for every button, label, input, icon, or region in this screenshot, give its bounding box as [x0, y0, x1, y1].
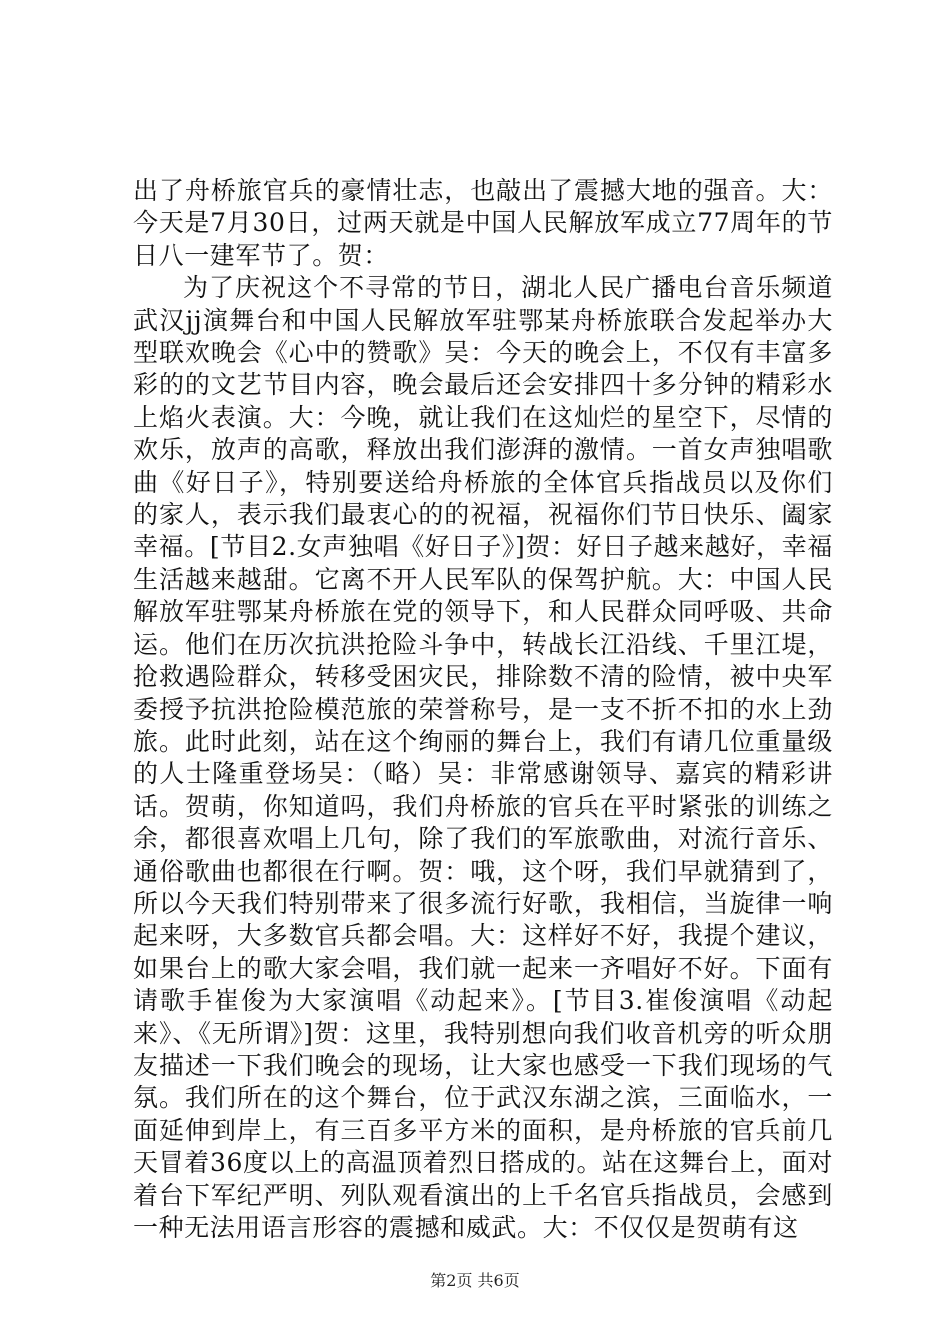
page-number: 第2页 共6页 [430, 1271, 520, 1290]
paragraph-2: 为了庆祝这个不寻常的节日，湖北人民广播电台音乐频道武汉jj演舞台和中国人民解放军驻鄂某舟桥旅联合发起举办大型联欢晚会《心中的赞歌》吴：今天的晚会上，不仅有丰富多彩的的文艺节目内容，晚会最后还会安排四十多分钟的精彩水上焰火表演。大：今晚，就让我们在这灿烂的星空下，尽情的欢乐，放声的高歌，释放出我们澎湃的激情。一首女声独唱歌曲《好日子》，特别要送给舟桥旅的全体官兵指战员以及你们的家人，表示我们最衷心的的祝福，祝福你们节日快乐、阖家幸福。[节目2.女声独唱《好日子》]贺：好日子越来越好，幸福生活越来越甜。它离不开人民军队的保驾护航。大：中国人民解放军驻鄂某舟桥旅在党的领导下，和人民群众同呼吸、共命运。他们在历次抗洪抢险斗争中，转战长江沿线、千里江堤，抢救遇险群众，转移受困灾民，排除数不清的险情，被中央军委授予抗洪抢险模范旅的荣誉称号，是一支不折不扣的水上劲旅。此时此刻，站在这个绚丽的舞台上，我们有请几位重量级的人士隆重登场吴：（略）吴：非常感谢领导、嘉宾的精彩讲话。贺萌，你知道吗，我们舟桥旅的官兵在平时紧张的训练之余，都很喜欢唱上几句，除了我们的军旅歌曲，对流行音乐、通俗歌曲也都很在行啊。贺：哦，这个呀，我们早就猜到了，所以今天我们特别带来了很多流行好歌，我相信，当旋律一响起来呀，大多数官兵都会唱。大：这样好不好，我提个建议，如果台上的歌大家会唱，我们就一起来一齐唱好不好。下面有请歌手崔俊为大家演唱《动起来》。[节目3.崔俊演唱《动起来》、《无所谓》]贺：这里，我特别想向我们收音机旁的听众朋友描述一下我们晚会的现场，让大家也感受一下我们现场的气氛。我们所在的这个舞台，位于武汉东湖之滨，三面临水，一面延伸到岸上，有三百多平方米的面积，是舟桥旅的官兵前几天冒着36度以上的高温顶着烈日搭成的。站在这舞台上，面对着台下军纪严明、列队观看演出的上千名官兵指战员，会感到一种无法用语言形容的震撼和威武。大：不仅仅是贺萌有这 [133, 273, 833, 1242]
paragraph-1: 出了舟桥旅官兵的豪情壮志，也敲出了震撼大地的强音。大：今天是7月30日，过两天就是中国人民解放军成立77周年的节日八一建军节了。贺： [133, 176, 833, 270]
page-footer [0, 1268, 950, 1291]
document-body [133, 175, 833, 1244]
